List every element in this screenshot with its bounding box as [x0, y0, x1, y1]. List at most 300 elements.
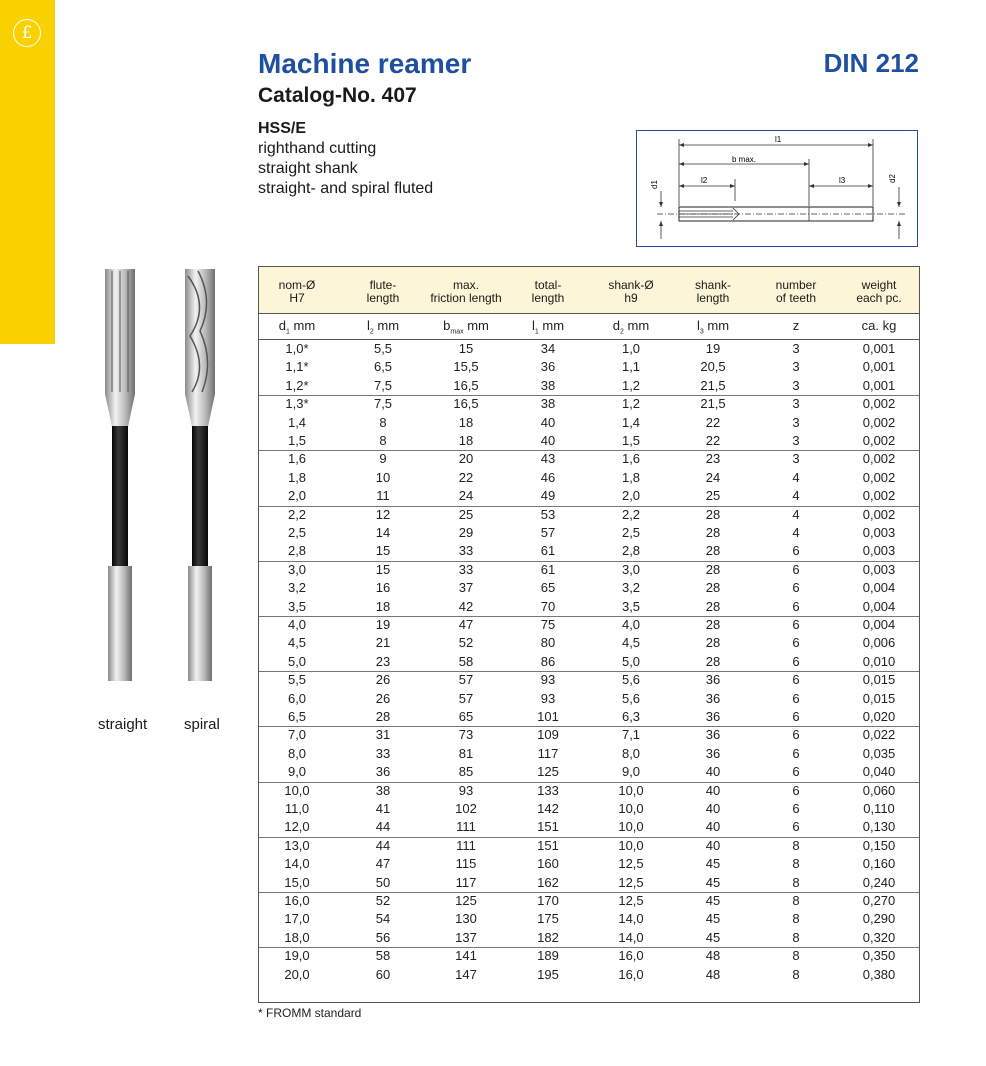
header-flute-length	[367, 279, 400, 305]
cell-friction-length: 111	[456, 837, 476, 853]
table-row	[259, 690, 919, 708]
cell-total-length: 133	[537, 782, 559, 798]
cell-teeth: 8	[792, 874, 800, 890]
cell-shank-length: 48	[705, 948, 721, 964]
cell-weight: 0,130	[862, 819, 896, 835]
cell-weight: 0,110	[863, 801, 895, 816]
cell-nom-dia: 3,5	[287, 598, 307, 614]
cell-weight: 0,040	[862, 764, 896, 780]
cell-teeth: 3	[792, 377, 800, 393]
cell-shank-dia: 12,5	[618, 856, 644, 872]
cell-shank-dia: 1,8	[621, 469, 641, 485]
header-line: friction length	[430, 291, 502, 305]
unit-flute-length	[367, 318, 399, 336]
unit-shank-length	[697, 318, 729, 336]
table-row	[259, 745, 919, 763]
cell-flute-length: 60	[375, 966, 391, 982]
unit-subscript: max	[450, 328, 464, 336]
cell-shank-dia: 4,5	[621, 635, 641, 651]
cell-flute-length: 44	[375, 837, 391, 853]
cell-flute-length: 10	[375, 469, 391, 485]
cell-friction-length: 33	[458, 561, 474, 577]
cell-friction-length: 22	[458, 469, 474, 485]
cell-flute-length: 12	[375, 506, 391, 522]
cell-shank-dia: 3,0	[621, 561, 641, 577]
spiral-label: spiral	[184, 716, 220, 733]
cell-total-length: 61	[540, 561, 556, 577]
table-row	[259, 634, 919, 652]
cell-weight: 0,350	[862, 948, 896, 964]
unit-suffix: mm	[289, 318, 316, 333]
cell-nom-dia: 13,0	[284, 837, 310, 853]
cell-friction-length: 18	[458, 414, 474, 430]
cell-shank-dia: 1,4	[621, 414, 641, 430]
table-row	[259, 966, 919, 984]
cell-nom-dia: 1,3*	[285, 396, 309, 412]
cell-total-length: 38	[540, 396, 556, 412]
table-row	[259, 616, 919, 634]
table-row	[259, 414, 919, 432]
unit-symbol: l	[531, 318, 535, 333]
dim-bmax: b max.	[732, 155, 757, 164]
cell-teeth: 4	[792, 488, 800, 504]
cell-total-length: 151	[537, 837, 559, 853]
cell-total-length: 195	[537, 966, 559, 982]
table-row	[259, 837, 919, 855]
cell-teeth: 6	[792, 543, 800, 559]
table-row	[259, 506, 919, 524]
header-shank-length	[695, 279, 731, 305]
cell-shank-length: 22	[705, 433, 721, 448]
table-row	[259, 910, 919, 928]
cell-teeth: 3	[792, 396, 800, 412]
header-line: shank-Ø	[608, 278, 654, 292]
cell-shank-length: 28	[705, 506, 721, 522]
cell-nom-dia: 4,0	[287, 617, 307, 632]
cell-teeth: 3	[792, 359, 800, 375]
cell-teeth: 4	[792, 525, 800, 540]
cell-teeth: 8	[792, 856, 800, 872]
dim-l2: l2	[701, 176, 708, 185]
cell-shank-length: 28	[705, 561, 721, 577]
cell-teeth: 6	[792, 819, 800, 835]
table-row	[259, 782, 919, 800]
table-header	[259, 267, 919, 314]
cell-shank-length: 21,5	[700, 396, 726, 412]
cell-weight: 0,150	[862, 837, 896, 853]
cell-teeth: 6	[792, 690, 800, 706]
unit-symbol: l	[696, 318, 700, 333]
dim-d2: d2	[888, 174, 897, 183]
cell-friction-length: 15	[458, 341, 474, 356]
cell-total-length: 70	[540, 598, 556, 614]
cell-flute-length: 26	[375, 690, 391, 706]
cell-total-length: 43	[540, 451, 556, 467]
header-nom-dia	[279, 279, 316, 305]
cell-shank-dia: 3,2	[621, 580, 641, 596]
cell-nom-dia: 1,1*	[285, 359, 309, 375]
header-line: number	[775, 278, 817, 292]
unit-symbol: b	[443, 318, 451, 333]
cell-shank-length: 40	[705, 837, 721, 853]
cell-flute-length: 23	[375, 653, 391, 669]
unit-teeth	[793, 318, 800, 336]
dimension-drawing	[636, 130, 918, 247]
table-row	[259, 653, 919, 671]
cell-shank-length: 36	[705, 690, 721, 706]
unit-subscript: 1	[286, 328, 290, 336]
cell-friction-length: 93	[458, 782, 474, 798]
cell-teeth: 6	[792, 561, 800, 577]
feature-item: righthand cutting	[258, 140, 377, 157]
cell-friction-length: 141	[455, 948, 477, 964]
unit-symbol: z	[792, 318, 800, 333]
cell-total-length: 189	[537, 948, 559, 964]
unit-symbol: d	[612, 318, 621, 333]
cell-shank-length: 19	[705, 341, 721, 356]
cell-nom-dia: 6,5	[287, 709, 307, 724]
cell-friction-length: 85	[458, 764, 474, 780]
cell-shank-dia: 14,0	[618, 911, 644, 927]
cell-friction-length: 65	[458, 709, 474, 724]
cell-teeth: 3	[792, 414, 800, 430]
cell-flute-length: 18	[375, 598, 391, 614]
cell-total-length: 61	[540, 543, 556, 559]
cell-friction-length: 115	[455, 856, 477, 872]
cell-shank-dia: 10,0	[618, 837, 644, 853]
cell-teeth: 8	[792, 948, 800, 964]
cell-friction-length: 117	[455, 874, 477, 890]
cell-shank-dia: 10,0	[618, 782, 644, 798]
cell-flute-length: 58	[375, 948, 391, 964]
cell-shank-length: 28	[705, 635, 721, 651]
cell-weight: 0,004	[862, 598, 896, 614]
cell-shank-dia: 1,6	[621, 451, 641, 467]
cell-shank-dia: 1,5	[621, 433, 641, 448]
cell-weight: 0,035	[862, 745, 896, 761]
cell-shank-dia: 2,2	[621, 506, 641, 522]
header-line: flute-	[369, 278, 397, 292]
cell-weight: 0,001	[862, 377, 896, 393]
cell-teeth: 6	[792, 709, 800, 724]
unit-suffix: mm	[538, 318, 565, 333]
cell-shank-length: 40	[705, 819, 721, 835]
cell-teeth: 8	[792, 837, 800, 853]
cell-shank-dia: 4,0	[621, 617, 641, 632]
cell-flute-length: 56	[375, 929, 391, 945]
cell-total-length: 34	[540, 341, 556, 356]
unit-subscript: 2	[620, 328, 624, 336]
cell-flute-length: 21	[375, 635, 391, 651]
cell-friction-length: 58	[458, 653, 474, 669]
reamer-schematic	[637, 131, 917, 246]
header-line: h9	[624, 291, 638, 305]
header-line: weight	[861, 278, 897, 292]
cell-shank-dia: 2,0	[621, 488, 641, 504]
cell-total-length: 170	[537, 893, 559, 908]
cell-shank-length: 28	[705, 598, 721, 614]
cell-shank-dia: 1,2	[621, 377, 641, 393]
table-row	[259, 800, 919, 818]
cell-nom-dia: 2,2	[287, 506, 307, 522]
cell-flute-length: 6,5	[373, 359, 393, 375]
cell-friction-length: 147	[455, 966, 477, 982]
cell-nom-dia: 2,5	[287, 525, 307, 540]
cell-nom-dia: 16,0	[284, 893, 310, 908]
cell-nom-dia: 6,0	[287, 690, 307, 706]
cell-nom-dia: 3,0	[287, 561, 307, 577]
unit-suffix: mm	[623, 318, 650, 333]
brand-logo-icon: £	[13, 19, 41, 47]
dimension-table	[258, 266, 920, 1003]
cell-nom-dia: 2,0	[287, 488, 307, 504]
header-line: total-	[534, 278, 562, 292]
cell-weight: 0,001	[862, 341, 896, 356]
cell-weight: 0,020	[862, 709, 896, 724]
cell-friction-length: 20	[458, 451, 474, 467]
cell-total-length: 151	[537, 819, 559, 835]
cell-teeth: 8	[792, 911, 800, 927]
unit-suffix: mm	[703, 318, 730, 333]
cell-weight: 0,004	[862, 617, 896, 632]
cell-friction-length: 57	[458, 672, 474, 688]
cell-friction-length: 37	[458, 580, 474, 596]
cell-shank-dia: 2,8	[621, 543, 641, 559]
cell-total-length: 57	[540, 525, 556, 540]
cell-shank-length: 28	[705, 543, 721, 559]
cell-weight: 0,006	[862, 635, 896, 651]
cell-shank-length: 28	[705, 653, 721, 669]
table-row	[259, 561, 919, 579]
unit-subscript: 2	[369, 328, 374, 336]
cell-shank-length: 28	[705, 525, 721, 540]
feature-list	[258, 119, 433, 199]
cell-teeth: 6	[792, 672, 800, 688]
cell-flute-length: 36	[375, 764, 391, 780]
header-line: length	[696, 291, 730, 305]
cell-nom-dia: 7,0	[287, 727, 307, 743]
cell-total-length: 162	[537, 874, 559, 890]
cell-friction-length: 24	[458, 488, 474, 504]
cell-nom-dia: 1,4	[287, 414, 307, 430]
cell-nom-dia: 8,0	[287, 745, 307, 761]
cell-flute-length: 8	[379, 414, 387, 430]
cell-shank-length: 24	[705, 469, 721, 485]
cell-shank-length: 28	[705, 580, 721, 596]
table-row	[259, 708, 919, 726]
cell-shank-length: 40	[705, 764, 721, 780]
cell-shank-dia: 14,0	[618, 929, 644, 945]
cell-flute-length: 52	[375, 893, 391, 908]
cell-shank-dia: 5,6	[621, 672, 641, 688]
cell-total-length: 175	[537, 911, 559, 927]
cell-weight: 0,003	[862, 561, 896, 577]
header-line: of teeth	[775, 291, 817, 305]
cell-friction-length: 47	[458, 617, 474, 632]
page-title: Machine reamer	[258, 48, 472, 79]
table-row	[259, 487, 919, 505]
header-total-length	[532, 279, 565, 305]
cell-shank-dia: 1,1	[621, 359, 641, 375]
header-shank-dia	[608, 279, 653, 305]
table-row	[259, 929, 919, 947]
cell-nom-dia: 20,0	[284, 966, 310, 982]
cell-weight: 0,022	[862, 727, 896, 743]
cell-teeth: 8	[792, 929, 800, 945]
straight-label: straight	[98, 716, 148, 733]
cell-teeth: 6	[792, 598, 800, 614]
cell-teeth: 8	[792, 893, 800, 908]
cell-nom-dia: 1,8	[287, 469, 307, 485]
cell-teeth: 6	[792, 764, 800, 780]
cell-friction-length: 16,5	[453, 377, 479, 393]
cell-teeth: 8	[792, 966, 800, 982]
table-row	[259, 340, 919, 358]
feature-item: straight shank	[258, 160, 358, 177]
table-row	[259, 358, 919, 376]
cell-flute-length: 8	[379, 433, 387, 448]
cell-friction-length: 18	[458, 433, 474, 448]
cell-nom-dia: 5,0	[287, 653, 307, 669]
cell-flute-length: 28	[375, 709, 391, 724]
footnote: * FROMM standard	[258, 1006, 362, 1020]
cell-flute-length: 14	[375, 525, 391, 540]
cell-weight: 0,001	[862, 359, 896, 375]
cell-shank-dia: 12,5	[618, 874, 644, 890]
cell-teeth: 3	[792, 433, 800, 448]
cell-friction-length: 25	[458, 506, 474, 522]
table-row	[259, 469, 919, 487]
cell-total-length: 142	[537, 801, 559, 816]
cell-teeth: 6	[792, 727, 800, 743]
cell-nom-dia: 1,6	[287, 451, 307, 467]
catalog-number: Catalog-No. 407	[258, 84, 417, 107]
cell-weight: 0,015	[862, 672, 896, 688]
cell-friction-length: 57	[458, 690, 474, 706]
cell-shank-dia: 5,0	[621, 653, 641, 669]
cell-shank-length: 25	[705, 488, 721, 504]
cell-total-length: 86	[540, 653, 556, 669]
cell-shank-length: 36	[705, 745, 721, 761]
cell-shank-length: 45	[705, 929, 721, 945]
cell-flute-length: 33	[375, 745, 391, 761]
feature-material: HSS/E	[258, 120, 307, 137]
cell-nom-dia: 1,2*	[285, 377, 309, 393]
unit-weight	[862, 318, 897, 336]
table-row	[259, 763, 919, 781]
cell-teeth: 3	[792, 451, 800, 467]
cell-flute-length: 44	[375, 819, 391, 835]
cell-nom-dia: 11,0	[284, 801, 310, 816]
cell-shank-dia: 1,0	[621, 341, 641, 356]
cell-flute-length: 19	[375, 617, 391, 632]
cell-nom-dia: 4,5	[287, 635, 307, 651]
cell-flute-length: 9	[379, 451, 387, 467]
cell-shank-length: 36	[705, 672, 721, 688]
cell-nom-dia: 1,5	[287, 433, 307, 448]
unit-suffix: mm	[373, 318, 400, 333]
cell-teeth: 6	[792, 580, 800, 596]
cell-shank-dia: 5,6	[621, 690, 641, 706]
table-row	[259, 598, 919, 616]
cell-shank-length: 45	[705, 856, 721, 872]
header-line: nom-Ø	[278, 278, 316, 292]
cell-teeth: 6	[792, 801, 800, 816]
table-row	[259, 855, 919, 873]
unit-symbol: l	[366, 318, 370, 333]
cell-shank-length: 36	[705, 727, 721, 743]
cell-flute-length: 50	[375, 874, 391, 890]
table-row	[259, 395, 919, 413]
cell-shank-dia: 16,0	[618, 948, 644, 964]
cell-weight: 0,270	[862, 893, 896, 908]
cell-teeth: 6	[792, 745, 800, 761]
cell-shank-dia: 10,0	[618, 819, 644, 835]
cell-shank-dia: 7,1	[621, 727, 641, 743]
cell-friction-length: 137	[455, 929, 477, 945]
unit-symbol: d	[278, 318, 287, 333]
unit-shank-dia	[613, 318, 649, 336]
cell-shank-length: 36	[705, 709, 721, 724]
cell-total-length: 109	[537, 727, 559, 743]
table-row	[259, 818, 919, 836]
cell-weight: 0,002	[862, 488, 896, 504]
din-standard: DIN 212	[823, 48, 919, 78]
unit-nom-dia	[279, 318, 315, 336]
cell-friction-length: 15,5	[453, 359, 479, 375]
cell-flute-length: 26	[375, 672, 391, 688]
cell-flute-length: 7,5	[373, 396, 393, 412]
cell-friction-length: 111	[456, 819, 476, 835]
cell-nom-dia: 18,0	[284, 929, 310, 945]
cell-shank-dia: 3,5	[621, 598, 641, 614]
unit-symbol: ca. kg	[861, 318, 897, 333]
cell-shank-dia: 10,0	[618, 801, 644, 816]
cell-shank-length: 40	[705, 782, 721, 798]
cell-shank-length: 20,5	[700, 359, 726, 375]
cell-total-length: 160	[537, 856, 559, 872]
header-weight	[856, 279, 901, 305]
cell-nom-dia: 10,0	[284, 782, 310, 798]
cell-flute-length: 54	[375, 911, 391, 927]
cell-friction-length: 16,5	[453, 396, 479, 412]
cell-weight: 0,002	[862, 433, 896, 448]
cell-weight: 0,003	[862, 525, 896, 540]
cell-nom-dia: 19,0	[284, 948, 310, 964]
header-line: H7	[289, 291, 305, 305]
cell-shank-dia: 2,5	[621, 525, 641, 540]
cell-shank-length: 45	[705, 911, 721, 927]
feature-item: straight- and spiral fluted	[258, 180, 434, 197]
cell-total-length: 38	[540, 377, 556, 393]
dim-l1: l1	[775, 135, 782, 144]
dim-d1: d1	[650, 180, 659, 189]
cell-total-length: 93	[540, 690, 556, 706]
cell-shank-length: 28	[705, 617, 721, 632]
cell-flute-length: 31	[375, 727, 391, 743]
cell-weight: 0,060	[862, 782, 896, 798]
cell-flute-length: 7,5	[373, 377, 393, 393]
cell-shank-length: 22	[705, 414, 721, 430]
cell-total-length: 53	[540, 506, 556, 522]
cell-total-length: 36	[540, 359, 556, 375]
cell-shank-length: 23	[705, 451, 721, 467]
header-friction-length	[430, 279, 501, 305]
cell-weight: 0,002	[862, 506, 896, 522]
cell-total-length: 49	[540, 488, 556, 504]
cell-weight: 0,010	[862, 653, 896, 669]
cell-total-length: 40	[540, 414, 556, 430]
